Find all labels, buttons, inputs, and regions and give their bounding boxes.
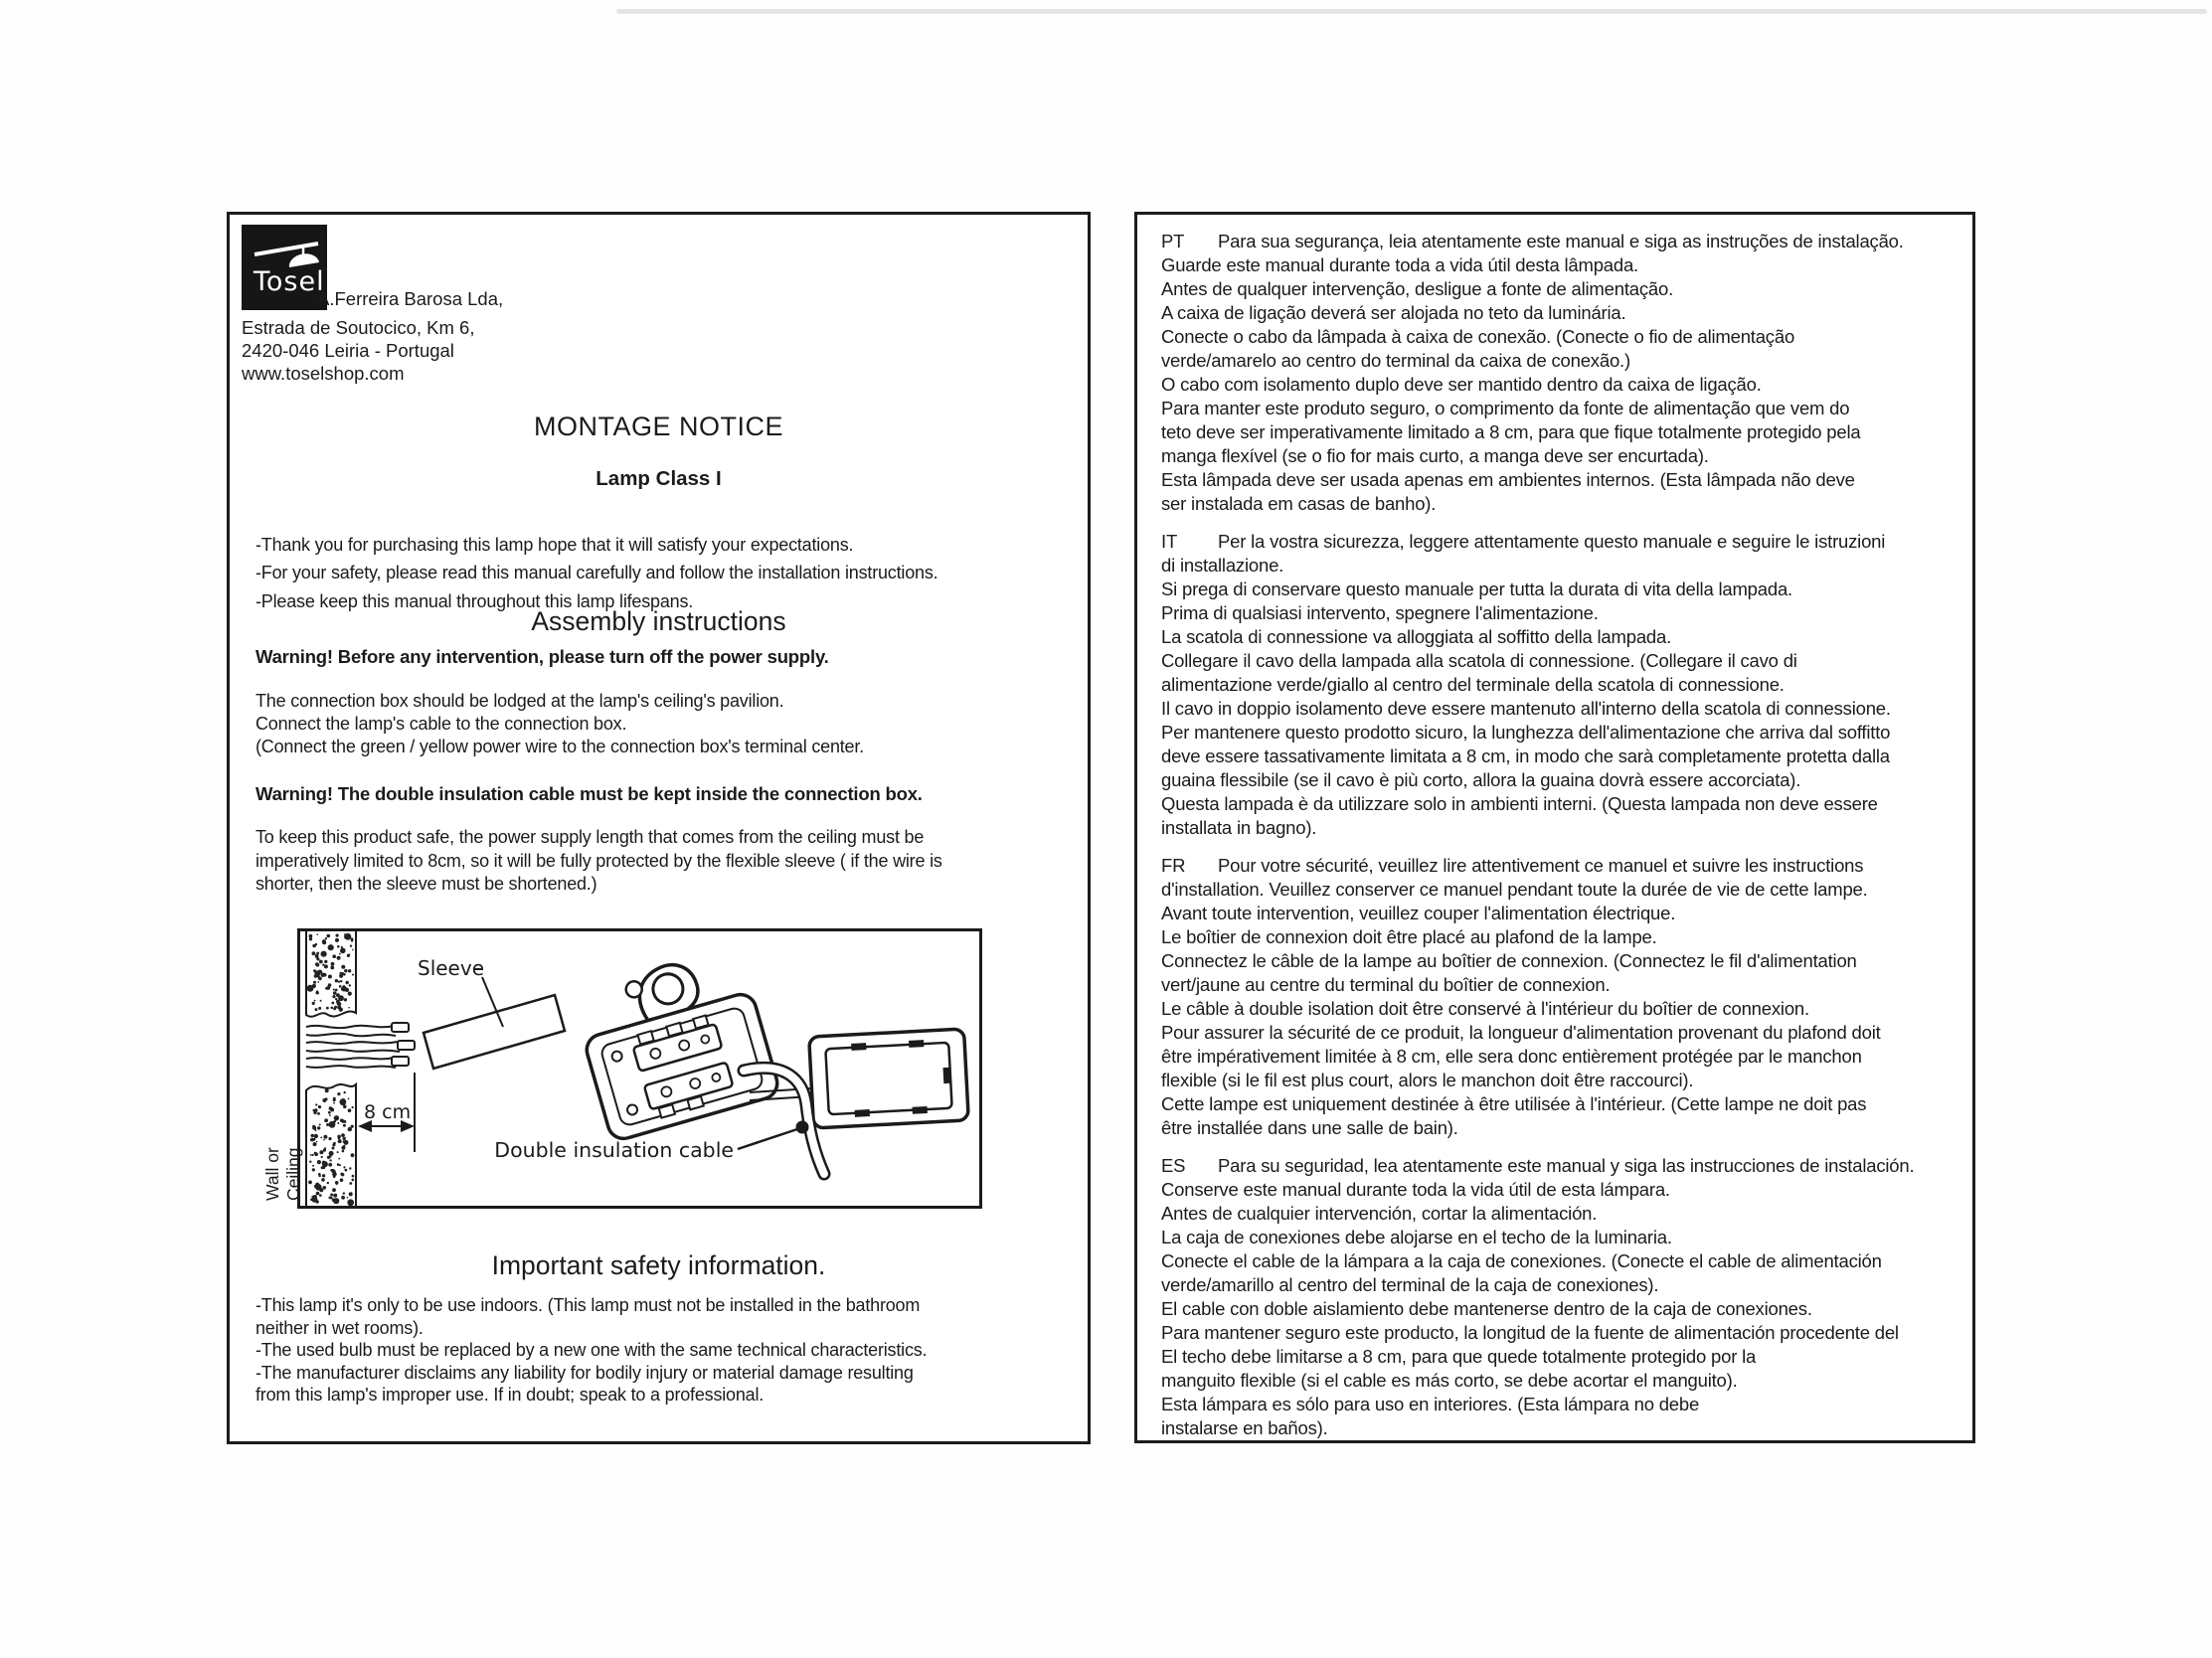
wall-texture xyxy=(307,933,355,1206)
text-line: La scatola di connessione va alloggiata al soffitto della lampada. xyxy=(1161,626,1672,647)
dimension-label: 8 cm xyxy=(364,1101,412,1123)
text-line: installata in bagno). xyxy=(1161,817,1317,838)
text-line: -This lamp it's only to be use indoors. (This lamp must not be installed in the bathroom xyxy=(255,1295,921,1315)
text-line: Le câble à double isolation doit être conservé à l'intérieur du boîtier de connexion. xyxy=(1161,998,1809,1019)
text-line: El cable con doble aislamiento debe mantenerse dentro de la caja de conexiones. xyxy=(1161,1298,1812,1319)
text-line: 2420-046 Leiria - Portugal xyxy=(242,340,454,361)
text-line: Collegare il cavo della lampada alla scatola di connessione. (Collegare il cavo di xyxy=(1161,650,1797,671)
text-line: Wall or xyxy=(262,1147,282,1201)
scan-artifact xyxy=(616,9,2207,14)
connection-box xyxy=(570,945,780,1143)
text-line: Per mantenere questo prodotto sicuro, la lunghezza dell'alimentazione che arriva dal soffitto xyxy=(1161,722,1891,743)
text-line: Le boîtier de connexion doit être placé au plafond de la lampe. xyxy=(1161,926,1657,947)
text-line: Avant toute intervention, veuillez couper l'alimentation électrique. xyxy=(1161,903,1676,923)
text-line: Prima di qualsiasi intervento, spegnere l'alimentazione. xyxy=(1161,602,1599,623)
text-line: shorter, then the sleeve must be shortened.) xyxy=(255,874,597,894)
text-line: -Please keep this manual throughout this lamp lifespans. xyxy=(255,590,694,611)
text-line: flexible (si le fil est plus court, alors le manchon doit être raccourci). xyxy=(1161,1070,1694,1090)
cable-label: Double insulation cable xyxy=(494,1138,734,1162)
text-line: Il cavo in doppio isolamento deve essere mantenuto all'interno della scatola di connessione. xyxy=(1161,698,1891,719)
left-page xyxy=(227,212,1091,1444)
safety-note-paragraph xyxy=(255,826,942,897)
safety-heading: Important safety information. xyxy=(491,1250,826,1280)
text-line: -The manufacturer disclaims any liability for bodily injury or material damage resulting xyxy=(255,1362,914,1383)
box-lid xyxy=(809,1029,969,1128)
text-line: Connect the lamp's cable to the connection box. xyxy=(255,714,627,734)
translation-blocks xyxy=(1161,230,1964,1440)
warning-double-insulation: Warning! The double insulation cable must be kept inside the connection box. xyxy=(255,783,923,804)
text-line: Ceiling xyxy=(283,1147,303,1201)
connection-instructions xyxy=(255,690,864,758)
installation-diagram xyxy=(297,928,982,1209)
company-address xyxy=(242,316,474,385)
text-line: Esta lâmpada deve ser usada apenas em ambientes internos. (Esta lâmpada não deve xyxy=(1161,469,1855,490)
text-line: A caixa de ligação deverá ser alojada no teto da luminária. xyxy=(1161,302,1626,323)
text-line: (Connect the green / yellow power wire to the connection box's terminal center. xyxy=(255,737,864,756)
text-line: -For your safety, please read this manual carefully and follow the installation instructions. xyxy=(255,563,938,583)
text-line: deve essere tassativamente limitata a 8 cm, in modo che sarà completamente protetta dalla xyxy=(1161,746,1890,766)
logo-text: Tosel xyxy=(254,266,325,297)
text-line: manguito flexible (si el cable es más corto, se debe acortar el manguito). xyxy=(1161,1370,1738,1391)
diagram-drawing xyxy=(300,931,979,1206)
text-line: verde/amarelo ao centro do terminal da caixa de conexão.) xyxy=(1161,350,1630,371)
language-code: PT xyxy=(1161,231,1185,251)
lang-block-es xyxy=(1161,1154,1964,1440)
text-line: Conecte el cable de la lámpara a la caja de conexiones. (Conecte el cable de alimentación xyxy=(1161,1250,1882,1271)
text-line: www.toselshop.com xyxy=(242,363,405,384)
text-line: To keep this product safe, the power supply length that comes from the ceiling must be xyxy=(255,827,925,847)
text-line: Pour assurer la sécurité de ce produit, la longueur d'alimentation provenant du plafond doit xyxy=(1161,1022,1881,1043)
text-line: imperatively limited to 8cm, so it will be fully protected by the flexible sleeve ( if the wire is xyxy=(255,850,942,871)
text-line: ser instalada em casas de banho). xyxy=(1161,493,1437,514)
intro-paragraph xyxy=(255,531,937,615)
text-line: manga flexível (se o fio for mais curto, a manga deve ser encurtada). xyxy=(1161,445,1709,466)
dimension-8cm xyxy=(358,1073,415,1152)
lang-block-fr xyxy=(1161,854,1964,1140)
warning-power-supply: Warning! Before any intervention, please turn off the power supply. xyxy=(255,646,829,667)
text-line: Para mantener seguro este producto, la longitud de la fuente de alimentación procedente del xyxy=(1161,1322,1899,1343)
text-line: PT Para sua segurança, leia atentamente este manual e siga as instruções de instalação. xyxy=(1161,231,1904,251)
text-line: d'installation. Veuillez conserver ce manuel pendant toute la durée de vie de cette lampe. xyxy=(1161,879,1868,900)
text-line: teto deve ser imperativamente limitado a 8 cm, para que fique totalmente protegido pela xyxy=(1161,421,1861,442)
text-line: être impérativement limitée à 8 cm, elle sera donc entièrement protégée par le manchon xyxy=(1161,1046,1862,1067)
text-line: guaina flessibile (se il cavo è più corto, allora la guaina dovrà essere accorciata). xyxy=(1161,769,1801,790)
page-subtitle: Lamp Class I xyxy=(596,467,722,490)
text-line: -The used bulb must be replaced by a new one with the same technical characteristics. xyxy=(255,1340,928,1361)
text-line: vert/jaune au centre du terminal du boîtier de connexion. xyxy=(1161,974,1611,995)
text-line: Cette lampe est uniquement destinée à être utilisée à l'intérieur. (Cette lampe ne doit pas xyxy=(1161,1093,1867,1114)
text-line: Questa lampada è da utilizzare solo in ambienti interni. (Questa lampada non deve essere xyxy=(1161,793,1878,814)
language-code: ES xyxy=(1161,1155,1186,1176)
text-line: La caja de conexiones debe alojarse en el techo de la luminaria. xyxy=(1161,1227,1672,1247)
text-line: from this lamp's improper use. If in doubt; speak to a professional. xyxy=(255,1385,765,1406)
text-line: IT Per la vostra sicurezza, leggere attentamente questo manuale e seguire le istruzioni xyxy=(1161,531,1886,552)
text-line: Antes de cualquier intervención, cortar la alimentación. xyxy=(1161,1203,1598,1224)
text-line: Connectez le câble de la lampe au boîtier de connexion. (Connectez le fil d'alimentation xyxy=(1161,950,1857,971)
power-wires xyxy=(306,1023,415,1068)
lang-block-pt xyxy=(1161,230,1964,516)
right-page xyxy=(1134,212,1975,1443)
text-line: Si prega di conservare questo manuale per tutta la durata di vita della lampada. xyxy=(1161,579,1792,599)
page-title: MONTAGE NOTICE xyxy=(533,412,783,441)
text-line: El techo debe limitarse a 8 cm, para que quede totalmente protegido por la xyxy=(1161,1346,1757,1367)
text-line: Conecte o cabo da lâmpada à caixa de conexão. (Conecte o fio de alimentação xyxy=(1161,326,1795,347)
text-line: FR Pour votre sécurité, veuillez lire attentivement ce manuel et suivre les instructions xyxy=(1161,855,1864,876)
text-line: Antes de qualquer intervenção, desligue a fonte de alimentação. xyxy=(1161,278,1674,299)
text-line: verde/amarillo al centro del terminal de la caja de conexiones). xyxy=(1161,1274,1659,1295)
lang-block-it xyxy=(1161,530,1964,840)
text-line: Guarde este manual durante toda a vida útil desta lâmpada. xyxy=(1161,254,1638,275)
assembly-heading: Assembly instructions xyxy=(531,606,786,636)
text-line: Esta lámpara es sólo para uso en interiores. (Esta lámpara no debe xyxy=(1161,1394,1700,1414)
safety-paragraph xyxy=(255,1294,927,1407)
tosel-logo xyxy=(242,225,327,310)
text-line: alimentazione verde/giallo al centro del terminale della scatola di connessione. xyxy=(1161,674,1785,695)
text-line: Estrada de Soutocico, Km 6, xyxy=(242,317,475,338)
wall-ceiling-label xyxy=(262,1129,304,1201)
text-line: ES Para su seguridad, lea atentamente este manual y siga las instrucciones de instalación. xyxy=(1161,1155,1915,1176)
language-code: FR xyxy=(1161,855,1186,876)
text-line: neither in wet rooms). xyxy=(255,1317,424,1338)
language-code: IT xyxy=(1161,531,1178,552)
text-line: instalarse en baños). xyxy=(1161,1417,1328,1438)
company-name: A.Ferreira Barosa Lda, xyxy=(317,288,504,309)
text-line: di installazione. xyxy=(1161,555,1284,576)
text-line: The connection box should be lodged at the lamp's ceiling's pavilion. xyxy=(255,691,784,711)
text-line: -Thank you for purchasing this lamp hope that it will satisfy your expectations. xyxy=(255,535,854,555)
text-line: Para manter este produto seguro, o comprimento da fonte de alimentação que vem do xyxy=(1161,398,1850,418)
text-line: être installée dans une salle de bain). xyxy=(1161,1117,1458,1138)
sleeve-label: Sleeve xyxy=(418,956,485,980)
text-line: O cabo com isolamento duplo deve ser mantido dentro da caixa de ligação. xyxy=(1161,374,1762,395)
text-line: Conserve este manual durante toda la vida útil de esta lámpara. xyxy=(1161,1179,1670,1200)
